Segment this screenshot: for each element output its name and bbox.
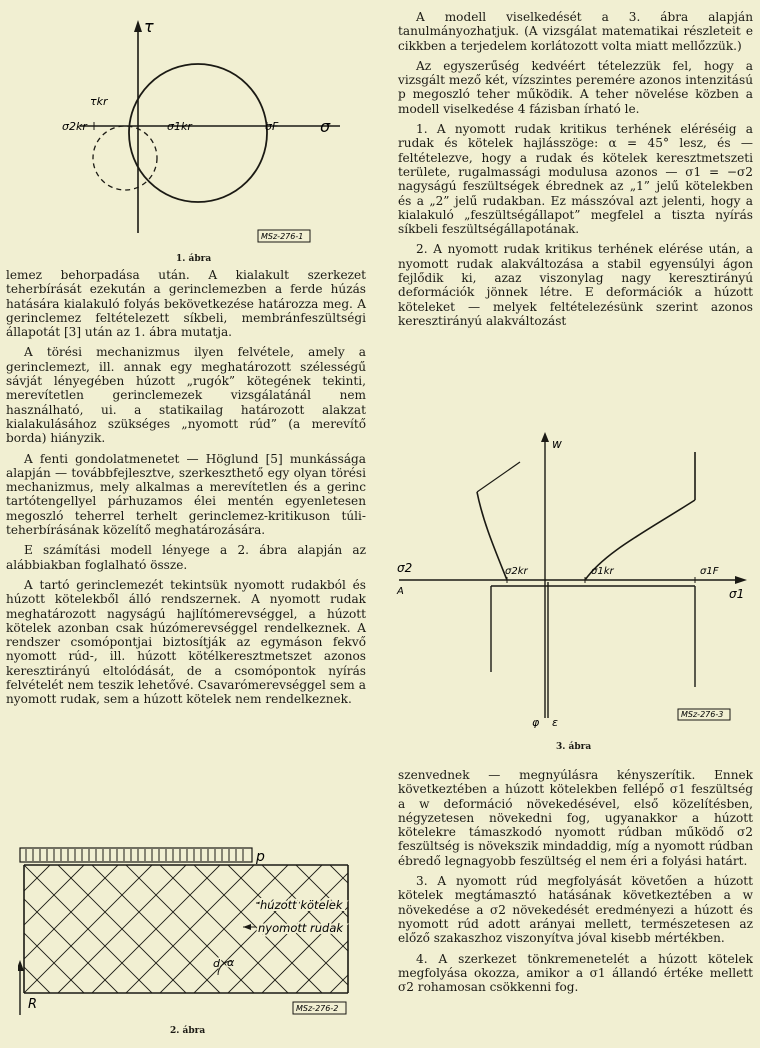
fig3-tag: MSz-276-3 xyxy=(681,710,724,719)
right-paragraph-7: 4. A szerkezet tönkremenetelét a húzott kötelek megfolyása okozza, amikor a σ1 állandó értéke mellett σ2 rohamosan csökkenni fog. xyxy=(398,951,753,995)
right-column-bottom xyxy=(398,768,753,994)
fig2-tag: MSz-276-2 xyxy=(296,1004,339,1013)
fig1-sigma1kr-label: σ1kr xyxy=(167,120,192,133)
right-paragraph-2: Az egyszerűség kedvéért tételezzük fel, hogy a vizsgált mező két, vízszintes peremére azonos intenzitású p megoszló teher működik. A teher növelése közben a modell viselkedése 4 fázisban írható le. xyxy=(398,58,753,116)
figure-1-caption: 1. ábra xyxy=(176,254,212,264)
fig1-sigma2kr-label: σ2kr xyxy=(62,120,87,133)
fig1-tau-kr-label: τkr xyxy=(90,95,108,108)
fig2-d-label: d xyxy=(213,957,220,970)
right-paragraph-5: szenvednek — megnyúlásra kényszerítik. Ennek következtében a húzott kötelekben fellépő σ1 feszültség a w deformáció növekedésével, első közelítésben, négyzetesen növekedni fog, ugyanakkor a húzott kötelekre támaszkodó nyomott rúdban működő σ2 feszültség is növekszik mindaddig, míg a nyomott rúdban ébredő legnagyobb feszültség el nem éri a folyási határt. xyxy=(398,768,753,868)
fig3-sigma1-label: σ1 xyxy=(729,587,745,601)
left-paragraph-3: A fenti gondolatmenetet — Höglund [5] munkássága alapján — továbbfejlesztve, szerkeszthető egy olyan törési mechanizmus, mely alkalmas a merevítetlen és a gerinc tartótengellyel párhuzamos élei mentén egyenletesen megoszló teherrel terhelt gerinclemez-kritikuson túli-teherbírásának közelítő meghatározására. xyxy=(6,451,366,538)
left-paragraph-1: lemez behorpadása után. A kialakult szerkezet teherbírását ezekután a gerinclemezben a ferde húzás hatására kialakuló folyás bekövetkezése határozza meg. A gerinclemez feltételezett síkbeli, membránfeszültségi állapotát [3] után az 1. ábra mutatja. xyxy=(6,268,366,340)
right-paragraph-6: 3. A nyomott rúd megfolyását követően a húzott kötelek megtámasztó hatásának következtében a w növekedése a σ2 növekedését eredményezi a húzott és nyomott rúd adott arányai mellett, természetesen az előző szakaszhoz viszonyítva jóval kisebb mértékben. xyxy=(398,874,753,946)
fig2-p-label: p xyxy=(256,849,265,865)
right-paragraph-4: 2. A nyomott rudak kritikus terhének elérése után, a nyomott rudak alakváltozása a stabil egyensúlyi ágon fejlődik ki, azaz viszonylag nagy keresztirányú deformációk jönnek létre. E deformációk a húzott köteleket — melyek feltételezésünk szerint azonos keresztirányú alakváltozást xyxy=(398,242,753,328)
fig1-sigma-label: σ xyxy=(320,117,331,136)
fig2-alpha-label: α xyxy=(227,956,235,969)
fig1-tau-label: τ xyxy=(144,17,154,36)
fig3-sigma1F-label: σ1F xyxy=(700,566,719,577)
figure-2 xyxy=(18,845,368,1020)
fig2-nyomott-label: nyomott rudak xyxy=(258,921,344,935)
fig3-sigma2kr-label: σ2kr xyxy=(505,566,528,577)
compression-strut xyxy=(18,865,50,993)
left-paragraph-2: A törési mechanizmus ilyen felvétele, amely a gerinclemezt, ill. annak egy meghatározott szélességű sávját lényegében húzott „rugók” kötegének tekinti, merevítetlen gerinclemezek vizsgálatánál nem használható, ui. a statikailag határozott alakzat kialakulásához szükséges „nyomott rúd” (a merevítő borda) hiányzik. xyxy=(6,345,366,446)
fig1-tag: MSz-276-1 xyxy=(261,232,304,241)
fig3-sigma1kr-label: σ1kr xyxy=(591,566,614,577)
figure-2-caption: 2. ábra xyxy=(170,1026,206,1036)
tension-cable xyxy=(18,865,50,993)
fig3-A-label: A xyxy=(397,586,404,597)
left-column xyxy=(6,268,366,707)
fig2-R-label: R xyxy=(28,997,38,1012)
fig2-huzott-label: húzott kötelek xyxy=(260,898,343,912)
right-paragraph-1: A modell viselkedését a 3. ábra alapján tanulmányozhatjuk. (A vizsgálat matematikai részleteit e cikkben a terjedelem korlátozott volta miatt mellőzzük.) xyxy=(398,10,753,53)
tension-cable xyxy=(364,865,368,993)
fig3-w-label: w xyxy=(552,437,562,451)
fig1-sigmaF-label: σF xyxy=(265,120,279,133)
compression-strut xyxy=(18,865,84,993)
figure-3-caption: 3. ábra xyxy=(556,742,592,752)
tension-cable xyxy=(18,865,84,993)
figure-3 xyxy=(395,432,755,732)
right-paragraph-3: 1. A nyomott rudak kritikus terhének eléréséig a rudak és kötelek hajlásszöge: α = 45° lesz, és — feltételezve, hogy a rudak és kötelek keresztmetszeti területe, rugalmassági modulusa azonos — σ1 = −σ2 nagyságú feszültségek ébrednek az „1” jelű kötelekben és a „2” jelű rudakban. Ez másszóval azt jelenti, hogy a kialakuló „feszültségállapot” megfelel a tiszta nyírás síkbeli feszültségállapotának. xyxy=(398,122,753,237)
left-paragraph-4: E számítási modell lényege a 2. ábra alapján az alábbiakban foglalható össze. xyxy=(6,543,366,572)
compression-strut xyxy=(364,865,368,993)
compression-strut xyxy=(18,865,118,993)
fig3-phi-label: φ xyxy=(532,716,540,729)
right-column-top xyxy=(398,10,753,328)
tension-cable xyxy=(18,865,118,993)
fig3-e-label: ε xyxy=(552,716,558,729)
left-paragraph-5: A tartó gerinclemezét tekintsük nyomott rudakból és húzott kötelekből álló rendszernek. A nyomott rudak meghatározott nagyságú hajlítómerevséggel, a húzott kötelek azonban csak húzómerevséggel rendelkeznek. A rendszer csomópontjai biztosítják az egymáson fekvő nyomott rúd-, ill. húzott kötélkeresztmetszet azonos keresztirányú eltolódását, de a csomópontok nyírás felvételét nem teszik lehetővé. Csavarómerevséggel sem a nyomott rudak, sem a húzott kötelek nem rendelkeznek. xyxy=(6,577,366,707)
fig3-sigma2-label: σ2 xyxy=(397,561,413,575)
figure-1 xyxy=(40,8,360,248)
